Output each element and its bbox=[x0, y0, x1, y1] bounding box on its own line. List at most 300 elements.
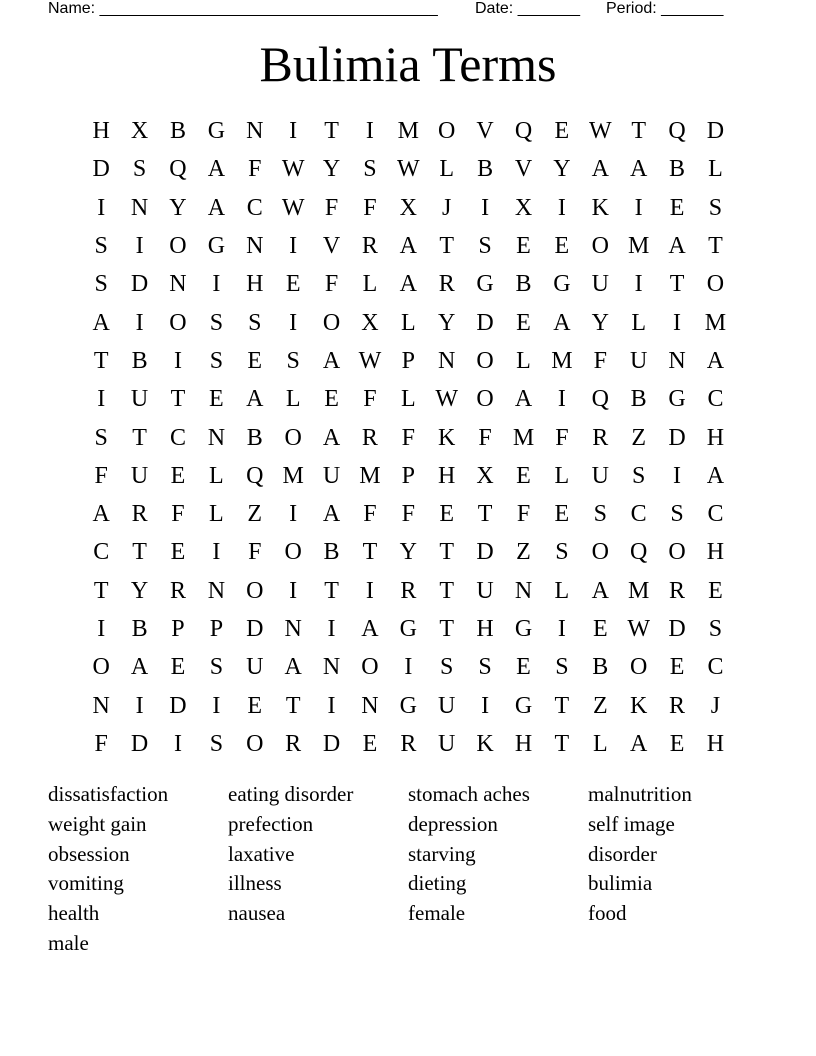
grid-letter: I bbox=[97, 386, 106, 413]
grid-letter: A bbox=[514, 386, 533, 413]
grid-letter: U bbox=[322, 462, 341, 489]
grid-letter: E bbox=[516, 654, 531, 681]
grid-letter: T bbox=[439, 539, 455, 566]
grid-letter: N bbox=[207, 424, 226, 451]
grid-letter: D bbox=[169, 692, 187, 719]
grid-letter: L bbox=[554, 462, 570, 489]
grid-letter: O bbox=[476, 347, 494, 374]
grid-letter: I bbox=[135, 692, 144, 719]
grid-letter: A bbox=[207, 194, 226, 221]
grid-letter: U bbox=[130, 386, 149, 413]
grid-letter: W bbox=[396, 156, 420, 183]
grid-letter: M bbox=[397, 118, 419, 145]
grid-letter: Q bbox=[169, 156, 187, 183]
grid-letter: S bbox=[209, 309, 224, 336]
grid-letter: L bbox=[439, 156, 455, 183]
grid-letter: P bbox=[401, 462, 415, 489]
grid-row bbox=[82, 342, 735, 380]
grid-letter: H bbox=[246, 271, 264, 298]
grid-letter: X bbox=[399, 194, 417, 221]
grid-letter: U bbox=[438, 692, 456, 719]
grid-letter: I bbox=[481, 692, 490, 719]
grid-letter: R bbox=[400, 577, 417, 604]
grid-letter: Z bbox=[592, 692, 608, 719]
grid-letter: U bbox=[130, 462, 149, 489]
word-list-item: male bbox=[48, 930, 89, 955]
grid-letter: O bbox=[246, 577, 264, 604]
grid-letter: O bbox=[476, 386, 494, 413]
grid-letter: D bbox=[668, 424, 686, 451]
grid-letter: D bbox=[476, 539, 494, 566]
word-list-item: bulimia bbox=[588, 871, 653, 896]
grid-letter: D bbox=[246, 616, 264, 642]
grid-letter: Y bbox=[399, 539, 417, 566]
grid-letter: S bbox=[132, 156, 147, 183]
grid-letter: O bbox=[284, 539, 302, 566]
grid-letter: V bbox=[322, 233, 341, 260]
grid-letter: B bbox=[323, 539, 340, 566]
grid-letter: I bbox=[173, 347, 182, 374]
word-list-item: depression bbox=[408, 811, 498, 836]
grid-letter: A bbox=[92, 309, 110, 336]
grid-letter: E bbox=[285, 271, 301, 298]
grid-letter: L bbox=[592, 730, 608, 757]
grid-letter: F bbox=[171, 501, 185, 528]
grid-row bbox=[82, 189, 735, 227]
grid-letter: S bbox=[478, 233, 492, 260]
grid-letter: E bbox=[708, 577, 723, 604]
word-list-item: starving bbox=[408, 841, 476, 866]
word-list-item: food bbox=[588, 901, 627, 926]
grid-letter: P bbox=[401, 347, 415, 374]
grid-letter: N bbox=[668, 347, 686, 374]
grid-letter: W bbox=[435, 386, 459, 413]
grid-letter: F bbox=[324, 194, 339, 221]
grid-letter: E bbox=[247, 347, 263, 374]
grid-letter: A bbox=[207, 156, 226, 183]
grid-letter: S bbox=[593, 501, 607, 528]
grid-letter: U bbox=[476, 577, 494, 604]
grid-letter: I bbox=[634, 271, 643, 298]
grid-letter: Y bbox=[169, 194, 187, 221]
grid-letter: D bbox=[130, 271, 149, 298]
grid-letter: O bbox=[361, 654, 379, 681]
grid-letter: E bbox=[516, 309, 531, 336]
grid-letter: G bbox=[514, 692, 533, 719]
grid-row bbox=[82, 610, 735, 648]
grid-letter: Q bbox=[668, 118, 686, 145]
grid-row bbox=[82, 150, 735, 188]
grid-letter: A bbox=[591, 156, 609, 183]
grid-letter: W bbox=[281, 156, 305, 183]
grid-letter: M bbox=[627, 233, 650, 260]
grid-row bbox=[82, 572, 735, 610]
grid-letter: A bbox=[92, 501, 110, 528]
grid-letter: T bbox=[93, 577, 109, 604]
grid-letter: G bbox=[514, 616, 533, 642]
grid-letter: C bbox=[707, 501, 724, 528]
grid-letter: E bbox=[669, 730, 685, 757]
grid-letter: G bbox=[207, 233, 226, 260]
grid-letter: T bbox=[554, 692, 570, 719]
grid-letter: Y bbox=[438, 309, 456, 336]
grid-letter: I bbox=[289, 118, 298, 145]
word-list-item: nausea bbox=[228, 901, 286, 926]
grid-letter: A bbox=[322, 424, 341, 451]
grid-letter: X bbox=[476, 462, 494, 489]
grid-letter: S bbox=[363, 156, 377, 183]
grid-letter: A bbox=[322, 501, 341, 528]
grid-letter: R bbox=[361, 424, 378, 451]
grid-letter: I bbox=[135, 309, 144, 336]
grid-letter: L bbox=[708, 156, 723, 183]
grid-letter: F bbox=[248, 539, 262, 566]
grid-letter: Z bbox=[247, 501, 263, 528]
grid-letter: X bbox=[130, 118, 149, 145]
grid-letter: N bbox=[92, 692, 110, 719]
grid-letter: T bbox=[324, 118, 339, 145]
grid-letter: S bbox=[631, 462, 646, 489]
grid-letter: I bbox=[557, 194, 566, 221]
grid-letter: S bbox=[555, 539, 569, 566]
grid-letter: H bbox=[514, 730, 533, 757]
grid-letter: A bbox=[668, 233, 686, 260]
grid-letter: S bbox=[708, 616, 723, 642]
grid-letter: O bbox=[169, 309, 187, 336]
grid-letter: O bbox=[668, 539, 686, 566]
grid-letter: R bbox=[669, 577, 686, 604]
grid-letter: T bbox=[93, 347, 109, 374]
grid-letter: U bbox=[246, 654, 264, 681]
grid-row bbox=[82, 725, 735, 763]
grid-letter: I bbox=[135, 233, 144, 260]
grid-letter: T bbox=[669, 271, 685, 298]
grid-letter: F bbox=[324, 271, 339, 298]
grid-letter: Z bbox=[631, 424, 646, 451]
word-list-item: dieting bbox=[408, 871, 467, 896]
grid-letter: K bbox=[438, 424, 456, 451]
grid-letter: D bbox=[130, 730, 149, 757]
grid-letter: Y bbox=[130, 577, 149, 604]
grid-letter: I bbox=[557, 386, 566, 413]
grid-letter: A bbox=[361, 616, 379, 642]
grid-letter: B bbox=[131, 347, 148, 374]
grid-letter: A bbox=[322, 347, 341, 374]
grid-letter: I bbox=[173, 730, 182, 757]
grid-letter: C bbox=[630, 501, 647, 528]
word-list-item: self image bbox=[588, 811, 675, 836]
grid-letter: R bbox=[169, 577, 186, 604]
grid-letter: T bbox=[708, 233, 723, 260]
grid-letter: N bbox=[438, 347, 456, 374]
grid-row bbox=[82, 495, 735, 533]
grid-letter: A bbox=[399, 271, 417, 298]
grid-letter: S bbox=[209, 654, 224, 681]
grid-row bbox=[82, 303, 735, 341]
grid-letter: O bbox=[629, 654, 648, 681]
grid-letter: F bbox=[94, 730, 108, 757]
grid-letter: T bbox=[439, 577, 455, 604]
grid-letter: H bbox=[706, 424, 725, 451]
grid-letter: E bbox=[516, 233, 531, 260]
grid-letter: F bbox=[363, 194, 377, 221]
grid-letter: O bbox=[591, 539, 609, 566]
grid-letter: N bbox=[207, 577, 226, 604]
grid-letter: W bbox=[627, 616, 650, 642]
grid-letter: Z bbox=[516, 539, 531, 566]
word-list-item: weight gain bbox=[48, 811, 147, 836]
grid-letter: S bbox=[555, 654, 569, 681]
word-list-item: female bbox=[408, 901, 466, 926]
grid-letter: T bbox=[132, 424, 147, 451]
grid-letter: T bbox=[285, 692, 301, 719]
grid-letter: I bbox=[673, 462, 682, 489]
grid-letter: K bbox=[476, 730, 494, 757]
grid-letter: S bbox=[478, 654, 492, 681]
grid-letter: V bbox=[476, 118, 494, 145]
grid-letter: T bbox=[324, 577, 339, 604]
letter-grid bbox=[82, 112, 735, 763]
grid-letter: R bbox=[285, 730, 302, 757]
grid-letter: X bbox=[514, 194, 533, 221]
grid-letter: R bbox=[400, 730, 417, 757]
grid-letter: A bbox=[284, 654, 302, 681]
grid-letter: E bbox=[247, 692, 263, 719]
grid-letter: G bbox=[399, 616, 417, 642]
grid-letter: G bbox=[207, 118, 226, 145]
grid-row bbox=[82, 380, 735, 418]
grid-letter: B bbox=[630, 386, 647, 413]
grid-letter: A bbox=[246, 386, 264, 413]
grid-letter: T bbox=[439, 233, 455, 260]
grid-letter: T bbox=[631, 118, 646, 145]
grid-letter: R bbox=[669, 692, 686, 719]
grid-letter: P bbox=[171, 616, 185, 642]
grid-letter: G bbox=[553, 271, 571, 298]
grid-letter: D bbox=[322, 730, 341, 757]
word-list-item: obsession bbox=[48, 841, 130, 866]
grid-letter: S bbox=[670, 501, 684, 528]
grid-letter: B bbox=[592, 654, 609, 681]
word-list-item: malnutrition bbox=[588, 782, 692, 806]
grid-letter: A bbox=[629, 730, 648, 757]
grid-letter: C bbox=[707, 386, 724, 413]
grid-letter: N bbox=[169, 271, 187, 298]
header-fields bbox=[48, 0, 748, 20]
grid-letter: E bbox=[170, 462, 186, 489]
grid-row bbox=[82, 227, 735, 265]
grid-letter: Q bbox=[514, 118, 533, 145]
grid-letter: S bbox=[440, 654, 454, 681]
grid-letter: O bbox=[322, 309, 341, 336]
grid-letter: I bbox=[97, 616, 106, 642]
grid-letter: I bbox=[404, 654, 413, 681]
grid-letter: T bbox=[554, 730, 570, 757]
grid-letter: T bbox=[170, 386, 186, 413]
grid-letter: W bbox=[588, 118, 612, 145]
grid-letter: I bbox=[557, 616, 566, 642]
grid-letter: R bbox=[592, 424, 609, 451]
grid-letter: E bbox=[669, 654, 685, 681]
grid-letter: E bbox=[209, 386, 224, 413]
word-list-item: prefection bbox=[228, 811, 314, 836]
grid-letter: M bbox=[627, 577, 650, 604]
grid-letter: Y bbox=[591, 309, 609, 336]
grid-letter: E bbox=[170, 539, 186, 566]
grid-letter: G bbox=[476, 271, 494, 298]
grid-letter: T bbox=[477, 501, 493, 528]
grid-letter: F bbox=[401, 501, 415, 528]
grid-letter: U bbox=[591, 462, 609, 489]
grid-letter: O bbox=[92, 654, 110, 681]
word-list-item: disorder bbox=[588, 841, 657, 866]
grid-letter: Q bbox=[591, 386, 609, 413]
grid-letter: X bbox=[361, 309, 379, 336]
grid-letter: J bbox=[442, 194, 452, 221]
grid-letter: A bbox=[553, 309, 571, 336]
word-list-item: vomiting bbox=[48, 871, 124, 896]
grid-row bbox=[82, 418, 735, 456]
grid-letter: W bbox=[281, 194, 305, 221]
grid-letter: G bbox=[668, 386, 686, 413]
grid-letter: N bbox=[322, 654, 341, 681]
grid-letter: T bbox=[362, 539, 378, 566]
grid-letter: N bbox=[246, 233, 264, 260]
grid-letter: L bbox=[554, 577, 570, 604]
word-list-item: illness bbox=[228, 871, 282, 896]
grid-letter: D bbox=[706, 118, 725, 145]
grid-row bbox=[82, 533, 735, 571]
grid-letter: I bbox=[365, 118, 374, 145]
grid-letter: F bbox=[555, 424, 569, 451]
word-list-item: health bbox=[48, 901, 100, 926]
grid-letter: E bbox=[170, 654, 186, 681]
grid-letter: O bbox=[284, 424, 302, 451]
grid-row bbox=[82, 686, 735, 724]
grid-letter: E bbox=[554, 501, 570, 528]
grid-letter: D bbox=[668, 616, 686, 642]
grid-letter: M bbox=[704, 309, 727, 336]
grid-letter: T bbox=[439, 616, 455, 642]
grid-letter: H bbox=[92, 118, 110, 145]
grid-letter: I bbox=[673, 309, 682, 336]
grid-letter: F bbox=[593, 347, 607, 374]
grid-row bbox=[82, 265, 735, 303]
grid-letter: O bbox=[706, 271, 725, 298]
grid-letter: S bbox=[94, 233, 108, 260]
grid-letter: D bbox=[476, 309, 494, 336]
grid-letter: S bbox=[94, 424, 108, 451]
grid-letter: R bbox=[131, 501, 148, 528]
grid-letter: I bbox=[289, 577, 298, 604]
grid-letter: I bbox=[327, 616, 336, 642]
grid-letter: B bbox=[669, 156, 686, 183]
grid-letter: E bbox=[439, 501, 455, 528]
grid-letter: C bbox=[246, 194, 263, 221]
grid-letter: Q bbox=[629, 539, 648, 566]
grid-letter: J bbox=[710, 692, 721, 719]
page-title: Bulimia Terms bbox=[259, 36, 557, 92]
grid-letter: F bbox=[478, 424, 492, 451]
grid-letter: E bbox=[592, 616, 608, 642]
grid-letter: S bbox=[209, 730, 224, 757]
grid-letter: L bbox=[400, 386, 416, 413]
grid-row bbox=[82, 457, 735, 495]
grid-letter: O bbox=[246, 730, 264, 757]
name-field: Name: ______________________________________ bbox=[48, 0, 438, 17]
grid-letter: E bbox=[324, 386, 339, 413]
grid-letter: B bbox=[246, 424, 263, 451]
grid-letter: L bbox=[362, 271, 378, 298]
grid-letter: I bbox=[212, 692, 221, 719]
grid-letter: V bbox=[514, 156, 533, 183]
grid-letter: E bbox=[669, 194, 685, 221]
grid-letter: R bbox=[361, 233, 378, 260]
grid-letter: M bbox=[359, 462, 381, 489]
grid-letter: L bbox=[516, 347, 531, 374]
grid-letter: L bbox=[209, 501, 224, 528]
grid-letter: S bbox=[286, 347, 300, 374]
grid-letter: M bbox=[282, 462, 304, 489]
grid-letter: C bbox=[169, 424, 186, 451]
grid-letter: C bbox=[707, 654, 724, 681]
grid-letter: I bbox=[289, 233, 298, 260]
grid-letter: E bbox=[362, 730, 378, 757]
grid-letter: N bbox=[246, 118, 264, 145]
grid-letter: I bbox=[212, 539, 221, 566]
grid-letter: K bbox=[591, 194, 609, 221]
grid-letter: U bbox=[438, 730, 456, 757]
grid-letter: L bbox=[631, 309, 646, 336]
grid-letter: Q bbox=[246, 462, 264, 489]
grid-letter: F bbox=[401, 424, 415, 451]
grid-letter: O bbox=[591, 233, 609, 260]
date-field: Date: _______ bbox=[475, 0, 580, 17]
grid-letter: B bbox=[515, 271, 532, 298]
grid-letter: I bbox=[365, 577, 374, 604]
grid-letter: S bbox=[708, 194, 723, 221]
word-list bbox=[48, 780, 768, 959]
grid-letter: A bbox=[130, 654, 149, 681]
grid-letter: F bbox=[248, 156, 262, 183]
grid-letter: Y bbox=[322, 156, 341, 183]
grid-letter: N bbox=[514, 577, 533, 604]
grid-letter: C bbox=[93, 539, 110, 566]
grid-letter: S bbox=[248, 309, 262, 336]
grid-letter: M bbox=[512, 424, 535, 451]
grid-letter: E bbox=[554, 118, 570, 145]
grid-letter: B bbox=[131, 616, 148, 642]
grid-letter: B bbox=[477, 156, 494, 183]
grid-letter: O bbox=[169, 233, 187, 260]
grid-letter: L bbox=[209, 462, 224, 489]
word-list-item: eating disorder bbox=[228, 782, 354, 806]
grid-letter: F bbox=[363, 386, 377, 413]
grid-letter: S bbox=[94, 271, 108, 298]
grid-letter: N bbox=[130, 194, 149, 221]
grid-letter: W bbox=[358, 347, 382, 374]
grid-letter: I bbox=[212, 271, 221, 298]
grid-letter: I bbox=[289, 309, 298, 336]
grid-letter: G bbox=[399, 692, 417, 719]
grid-letter: F bbox=[516, 501, 531, 528]
grid-letter: L bbox=[400, 309, 416, 336]
grid-letter: T bbox=[132, 539, 147, 566]
grid-letter: K bbox=[629, 692, 648, 719]
period-field: Period: _______ bbox=[606, 0, 724, 17]
grid-letter: E bbox=[554, 233, 570, 260]
grid-letter: N bbox=[284, 616, 302, 642]
